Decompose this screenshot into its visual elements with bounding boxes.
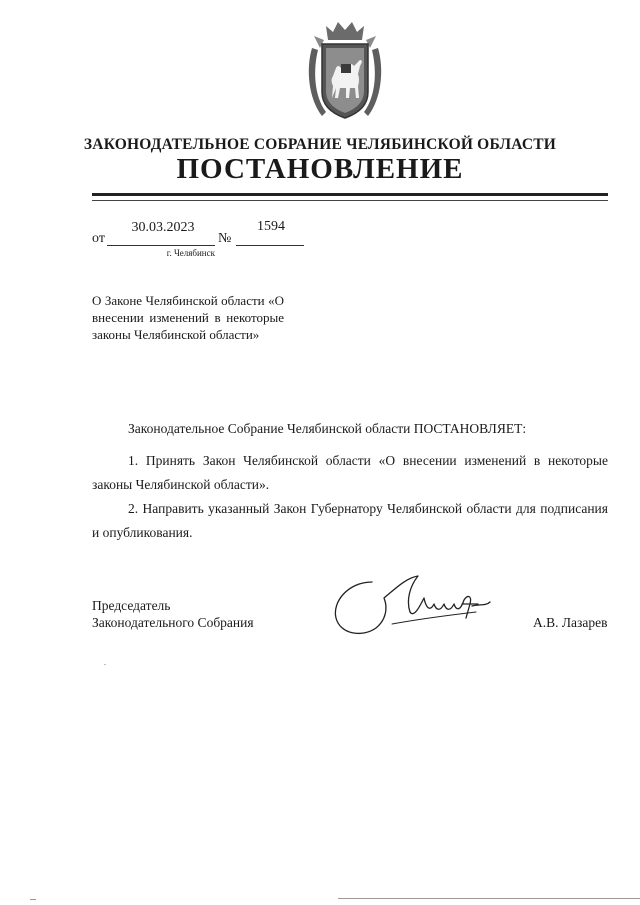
document-subject: О Законе Челябинской области «О внесении изменений в некоторые законы Челябинской области» [92, 293, 284, 342]
scan-speck [104, 664, 106, 665]
coat-of-arms-emblem [300, 18, 390, 126]
city-label: г. Челябинск [166, 248, 215, 258]
header-rule-thin [92, 200, 608, 201]
resolution-item-1: 1. Принять Закон Челябинской области «О внесении изменений в некоторые законы Челябинской области». [92, 453, 608, 492]
number-underline [236, 245, 304, 246]
number-label: № [218, 231, 232, 246]
signatory-title-line-1: Председатель [92, 598, 171, 613]
resolution-item-2: 2. Направить указанный Закон Губернатору Челябинской области для подписания и опубликования. [92, 501, 608, 540]
date-prefix-label: от [92, 231, 105, 246]
signatory-name: А.В. Лазарев [533, 615, 608, 630]
header-rule-thick [92, 193, 608, 196]
date-underline [107, 245, 215, 246]
organization-name: ЗАКОНОДАТЕЛЬНОЕ СОБРАНИЕ ЧЕЛЯБИНСКОЙ ОБЛАСТИ [83, 136, 557, 153]
handwritten-signature [326, 568, 508, 644]
document-type-title: ПОСТАНОВЛЕНИЕ [176, 153, 464, 185]
page-bottom-edge-mark [30, 899, 36, 900]
signatory-title [92, 597, 254, 631]
document-date: 30.03.2023 [131, 220, 195, 235]
page-bottom-edge-line [338, 898, 640, 899]
resolves-statement: Законодательное Собрание Челябинской области ПОСТАНОВЛЯЕТ: [128, 421, 527, 436]
signatory-title-line-2: Законодательного Собрания [92, 615, 254, 630]
document-number: 1594 [257, 219, 285, 234]
